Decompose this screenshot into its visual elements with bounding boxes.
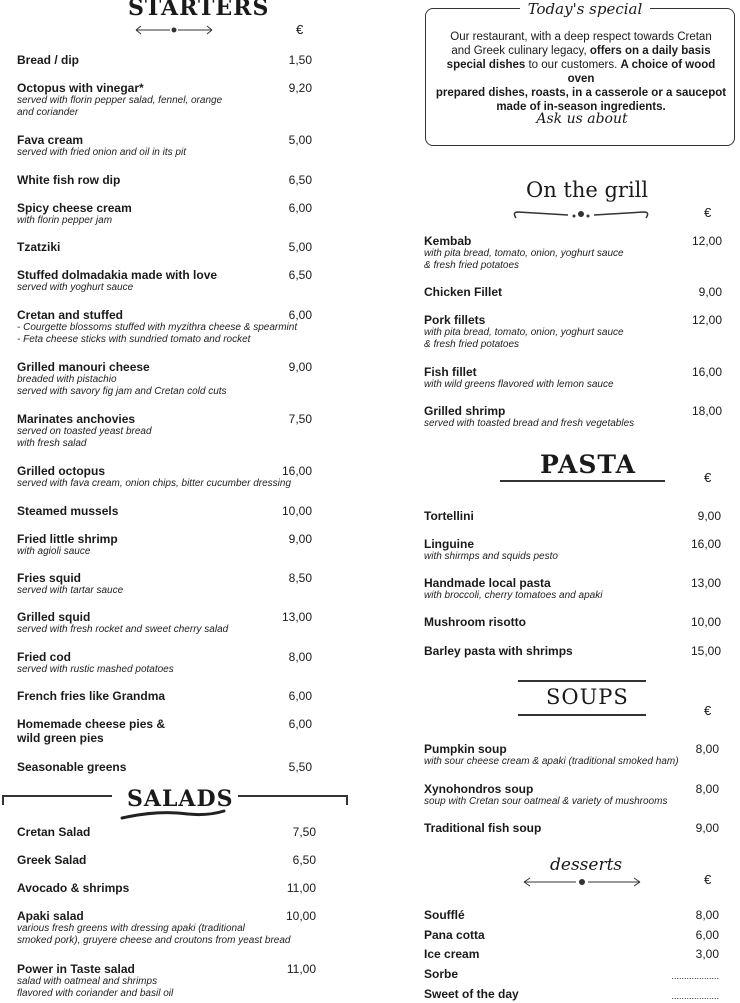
desserts-ornament-icon [520, 875, 644, 889]
dish-description: smoked pork), gruyere cheese and croutons from yeast bread [17, 935, 291, 946]
dish-name: Marinates anchovies [17, 412, 136, 426]
desserts-item [424, 908, 465, 922]
salads-item [17, 853, 86, 867]
grill-item [424, 313, 624, 351]
starters-ornament-icon [132, 23, 216, 37]
dish-price: 9,00 [288, 532, 312, 546]
dish-name: Power in Taste salad [17, 962, 135, 976]
grill-title: On the grill [526, 178, 649, 202]
starters-item [17, 717, 165, 745]
dish-description: and coriander [17, 107, 79, 118]
dish-name: Barley pasta with shrimps [424, 644, 573, 658]
dish-description: served with fried onion and oil in its pit [17, 147, 186, 158]
dish-description: with broccoli, cherry tomatoes and apaki [424, 590, 603, 601]
dish-price: 5,00 [288, 240, 312, 254]
starters-item [17, 464, 291, 490]
salads-line-right-vert [346, 795, 348, 805]
dish-name-continued: wild green pies [17, 731, 104, 745]
dish-price: 5,00 [288, 133, 312, 147]
dish-price: ................... [671, 971, 719, 981]
dish-name: Linguine [424, 537, 474, 551]
dish-price: 16,00 [690, 537, 721, 551]
dish-description: - Feta cheese sticks with sundried tomato and rocket [17, 334, 251, 345]
dish-name: Sorbe [424, 967, 459, 981]
starters-euro-label: € [296, 22, 304, 37]
dish-name: Ice cream [424, 947, 480, 961]
starters-item [17, 610, 228, 636]
dish-description: with pita bread, tomato, onion, yoghurt sauce [424, 327, 624, 338]
salads-title: SALADS [127, 786, 234, 812]
desserts-item [424, 928, 485, 942]
dish-description: soup with Cretan sour oatmeal & variety of mushrooms [424, 796, 668, 807]
dish-name: White fish row dip [17, 173, 121, 187]
dish-name: Spicy cheese cream [17, 201, 132, 215]
dish-price: 6,00 [288, 308, 312, 322]
starters-item [17, 201, 132, 227]
starters-item [17, 412, 152, 450]
dish-price: 16,00 [281, 464, 312, 478]
desserts-item [424, 947, 479, 961]
dish-name: Grilled squid [17, 610, 91, 624]
dish-name: Xynohondros soup [424, 782, 534, 796]
dish-description: served with toasted bread and fresh vegetables [424, 418, 635, 429]
soups-line-bottom [518, 714, 646, 716]
dish-description: breaded with pistachio [17, 374, 117, 385]
dish-price: 3,00 [695, 947, 719, 961]
starters-item [17, 650, 174, 676]
dish-description: with florin pepper jam [17, 215, 113, 226]
dish-price: 15,00 [690, 644, 721, 658]
dish-name: Cretan and stuffed [17, 308, 124, 322]
pasta-item [424, 644, 573, 658]
dish-price: 10,00 [285, 909, 316, 923]
dish-name: Tzatziki [17, 240, 61, 254]
pasta-euro-label: € [704, 470, 712, 485]
dish-price: 6,00 [288, 717, 312, 731]
dish-price: 9,20 [288, 81, 312, 95]
grill-item [424, 285, 502, 299]
salads-item [17, 962, 173, 1000]
dish-price: 8,00 [288, 650, 312, 664]
starters-item [17, 360, 227, 398]
salads-line-right [238, 795, 348, 797]
dish-price: 9,00 [288, 360, 312, 374]
dish-name: Soufflé [424, 908, 465, 922]
special-text: Our restaurant, with a deep respect towards Cretan and Greek culinary legacy, offers on a daily basis special dishes to our customers. A choice of wood oven prepared dishes, roasts, in a casserole or a saucepot made of in-season ingredients. [435, 31, 727, 113]
dish-price: 10,00 [281, 504, 312, 518]
dish-description: served with florin pepper salad, fennel, orange [17, 95, 223, 106]
dish-description: flavored with coriander and basil oil [17, 988, 174, 999]
soups-item [424, 821, 541, 835]
special-title: Today's special [520, 0, 650, 18]
soups-item [424, 782, 667, 808]
pasta-item [424, 537, 558, 563]
salads-line-left [2, 795, 112, 797]
dish-price: 6,50 [288, 173, 312, 187]
desserts-item [424, 987, 519, 1001]
dish-price: 6,50 [292, 853, 316, 867]
dish-price: 7,50 [288, 412, 312, 426]
dish-name: Octopus with vinegar* [17, 81, 144, 95]
desserts-item [424, 967, 458, 981]
dish-name: Fava cream [17, 133, 84, 147]
pasta-item [424, 615, 526, 629]
dish-price: 12,00 [691, 313, 722, 327]
grill-euro-label: € [704, 205, 712, 220]
soups-euro-label: € [704, 703, 712, 718]
dish-description: with agioli sauce [17, 546, 91, 557]
dish-description: with pita bread, tomato, onion, yoghurt sauce [424, 248, 624, 259]
dish-name: Handmade local pasta [424, 576, 551, 590]
dish-name: Chicken Fillet [424, 285, 503, 299]
dish-description: served with yoghurt sauce [17, 282, 134, 293]
salads-item [17, 881, 129, 895]
dish-description: salad with oatmeal and shrimps [17, 976, 158, 987]
soups-title: SOUPS [546, 685, 629, 709]
dish-name: Fried cod [17, 650, 72, 664]
dish-name: Sweet of the day [424, 987, 519, 1001]
starters-item [17, 173, 120, 187]
dish-price: 11,00 [286, 962, 316, 976]
dish-price: 6,50 [288, 268, 312, 282]
dish-name: Apaki salad [17, 909, 84, 923]
dish-name: Grilled shrimp [424, 404, 506, 418]
dish-price: 18,00 [691, 404, 722, 418]
dish-description: served on toasted yeast bread [17, 426, 152, 437]
dish-price: 6,00 [695, 928, 719, 942]
dish-name: Pork fillets [424, 313, 486, 327]
dish-name: Pumpkin soup [424, 742, 507, 756]
dish-name: Fish fillet [424, 365, 477, 379]
salads-item [17, 909, 290, 947]
desserts-title: desserts [550, 855, 623, 875]
grill-item [424, 365, 614, 391]
salads-brush-icon [118, 808, 228, 822]
dish-price: 8,50 [288, 571, 312, 585]
dish-description: - Courgette blossoms stuffed with myzithra cheese & spearmint [17, 322, 298, 333]
starters-title: STARTERS [128, 0, 270, 21]
dish-name: Grilled octopus [17, 464, 106, 478]
dish-price: 1,50 [288, 53, 312, 67]
grill-item [424, 234, 624, 272]
pasta-item [424, 509, 474, 523]
starters-item [17, 532, 118, 558]
dish-price: 11,00 [286, 881, 316, 895]
pasta-title: PASTA [540, 450, 637, 479]
dish-name: Avocado & shrimps [17, 881, 130, 895]
dish-description: with fresh salad [17, 438, 87, 449]
dish-name: Cretan Salad [17, 825, 91, 839]
grill-ornament-icon [510, 206, 652, 224]
dish-description: with sour cheese cream & apaki (traditional smoked ham) [424, 756, 679, 767]
dish-price: 6,00 [288, 201, 312, 215]
dish-name: Grilled manouri cheese [17, 360, 150, 374]
starters-item [17, 53, 79, 67]
dish-description: served with savory fig jam and Cretan cold cuts [17, 386, 227, 397]
dish-description: with wild greens flavored with lemon sauce [424, 379, 614, 390]
pasta-underline [500, 480, 665, 482]
dish-price: 16,00 [691, 365, 722, 379]
starters-item [17, 571, 123, 597]
dish-price: 8,00 [695, 782, 719, 796]
dish-price: 10,00 [690, 615, 721, 629]
dish-name: Stuffed dolmadakia made with love [17, 268, 218, 282]
dish-price: 13,00 [690, 576, 721, 590]
dish-price: 5,50 [288, 760, 312, 774]
dish-price: 12,00 [691, 234, 722, 248]
dish-price: 7,50 [292, 825, 316, 839]
starters-item [17, 81, 222, 119]
dish-description: & fresh fried potatoes [424, 339, 520, 350]
dish-name: Fried little shrimp [17, 532, 118, 546]
dish-name: Greek Salad [17, 853, 87, 867]
starters-item [17, 504, 118, 518]
starters-item [17, 133, 186, 159]
salads-item [17, 825, 90, 839]
dish-name: Homemade cheese pies & [17, 717, 166, 731]
dish-description: served with fresh rocket and sweet cherry salad [17, 624, 229, 635]
dish-description: served with rustic mashed potatoes [17, 664, 174, 675]
dish-price: 6,00 [288, 689, 312, 703]
dish-name: Traditional fish soup [424, 821, 542, 835]
grill-item [424, 404, 634, 430]
dish-price: 9,00 [698, 285, 722, 299]
dish-name: Mushroom risotto [424, 615, 526, 629]
salads-line-left-vert [2, 795, 4, 805]
starters-item [17, 240, 60, 254]
starters-item [17, 268, 217, 294]
dish-price: 9,00 [695, 821, 719, 835]
dish-price: ................... [671, 991, 719, 1001]
ask-us-about: Ask us about [536, 111, 628, 127]
dish-price: 13,00 [281, 610, 312, 624]
dish-description: served with fava cream, onion chips, bitter cucumber dressing [17, 478, 292, 489]
dish-name: Tortellini [424, 509, 474, 523]
pasta-item [424, 576, 602, 602]
dish-description: various fresh greens with dressing apaki (traditional [17, 923, 245, 934]
dish-price: 8,00 [695, 742, 719, 756]
dish-name: Steamed mussels [17, 504, 119, 518]
dish-description: with shirmps and squids pesto [424, 551, 558, 562]
dish-price: 9,00 [697, 509, 721, 523]
dish-name: Fries squid [17, 571, 82, 585]
soups-item [424, 742, 679, 768]
dish-name: Kembab [424, 234, 472, 248]
dish-name: Pana cotta [424, 928, 485, 942]
dish-description: & fresh fried potatoes [424, 260, 520, 271]
dish-description: served with tartar sauce [17, 585, 124, 596]
dish-name: Bread / dip [17, 53, 80, 67]
starters-item [17, 308, 297, 346]
dish-name: Seasonable greens [17, 760, 127, 774]
dish-name: French fries like Grandma [17, 689, 166, 703]
desserts-euro-label: € [704, 872, 712, 887]
starters-item [17, 689, 165, 703]
dish-price: 8,00 [695, 908, 719, 922]
starters-item [17, 760, 126, 774]
soups-line-top [518, 680, 646, 682]
